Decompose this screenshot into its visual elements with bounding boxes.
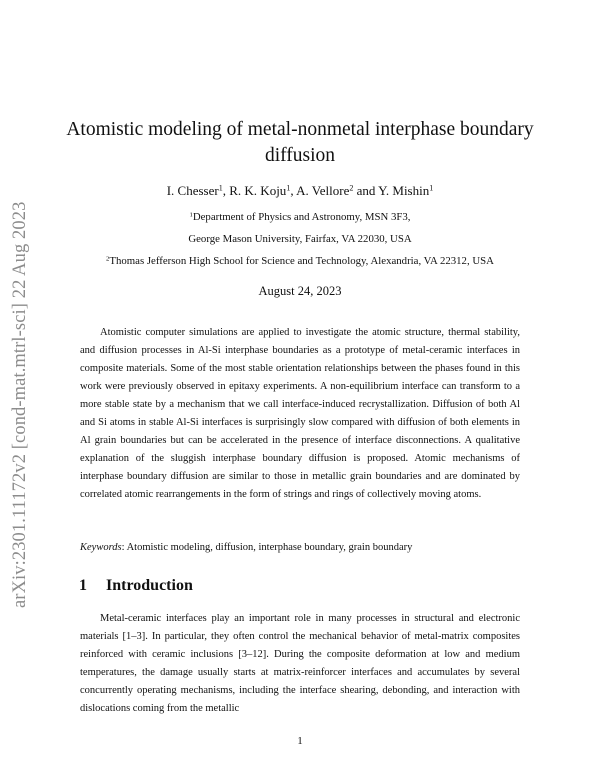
page-number: 1 bbox=[297, 735, 303, 747]
paper-title: Atomistic modeling of metal-nonmetal interphase boundary diffusion bbox=[66, 119, 534, 166]
affiliation-text: Department of Physics and Astronomy, MSN 3F3, bbox=[192, 211, 411, 223]
affiliation-mark: 2 bbox=[106, 255, 110, 263]
affiliation-text: Thomas Jefferson High School for Science and Technology, Alexandria, VA 22312, USA bbox=[109, 255, 494, 267]
introduction-paragraph: Metal-ceramic interfaces play an important role in many processes in structural and electronic materials [1–3]. In particular, they often control the mechanical behavior of metal-matrix composites reinforced with ceramic inclusions [3–12]. During the composite deformation at low and medium temperatures, the damage usually starts at matrix-reinforcer interfaces and accumulates by several concurrently operating mechanisms, including the interface shearing, debonding, and interaction with dislocations coming from the metallic bbox=[80, 613, 520, 714]
section-number: 1 bbox=[79, 577, 87, 594]
affiliation-mark: 1 bbox=[286, 183, 291, 193]
affiliation-mark: 2 bbox=[349, 183, 354, 193]
abstract: Atomistic computer simulations are applied to investigate the atomic structure, thermal stability, and diffusion processes in Al-Si interphase boundaries as a prototype of metal-ceramic interfaces in composite materials. Some of the most stable orientation relationships between the phases found in this work were previously observed in epitaxy experiments. A non-equilibrium interface can transform to a more stable state by a mechanism that we call interface-induced recrystallization. Diffusion of both Al and Si atoms in stable Al-Si interfaces is surprisingly slow compared with diffusion of both elements in Al grain boundaries but can be accelerated in the presence of interface disconnections. A qualitative explanation of the sluggish interphase boundary diffusion is proposed. Atomic mechanisms of interphase boundary diffusion are similar to those in metallic grain boundaries and are dominated by correlated atomic rearrangements in the form of strings and rings of collectively moving atoms. bbox=[80, 327, 520, 500]
affiliation-2 bbox=[20, 255, 580, 267]
affiliation-1 bbox=[40, 211, 560, 223]
author-name: A. Vellore bbox=[296, 183, 350, 198]
affiliation-1-address: George Mason University, Fairfax, VA 22030, USA bbox=[188, 233, 412, 245]
affiliation-mark: 1 bbox=[189, 211, 193, 219]
author-separator: , bbox=[290, 183, 297, 198]
keywords-text: : Atomistic modeling, diffusion, interphase boundary, grain boundary bbox=[121, 542, 413, 553]
affiliation-mark: 1 bbox=[429, 183, 434, 193]
author-list bbox=[40, 183, 560, 199]
author-name: R. K. Koju bbox=[229, 183, 287, 198]
affiliation-mark: 1 bbox=[218, 183, 223, 193]
section-title: Introduction bbox=[106, 577, 193, 594]
section-heading bbox=[79, 577, 193, 595]
author-separator: , bbox=[222, 183, 230, 198]
arxiv-identifier-stamp: arXiv:2301.11172v2 [cond-mat.mtrl-sci] 22 Aug 2023 bbox=[10, 201, 30, 608]
publication-date: August 24, 2023 bbox=[258, 284, 342, 298]
author-separator: and bbox=[353, 183, 379, 198]
keywords-label: Keywords bbox=[80, 542, 122, 553]
author-name: Y. Mishin bbox=[378, 183, 430, 198]
author-name: I. Chesser bbox=[166, 183, 219, 198]
keywords bbox=[80, 542, 520, 553]
